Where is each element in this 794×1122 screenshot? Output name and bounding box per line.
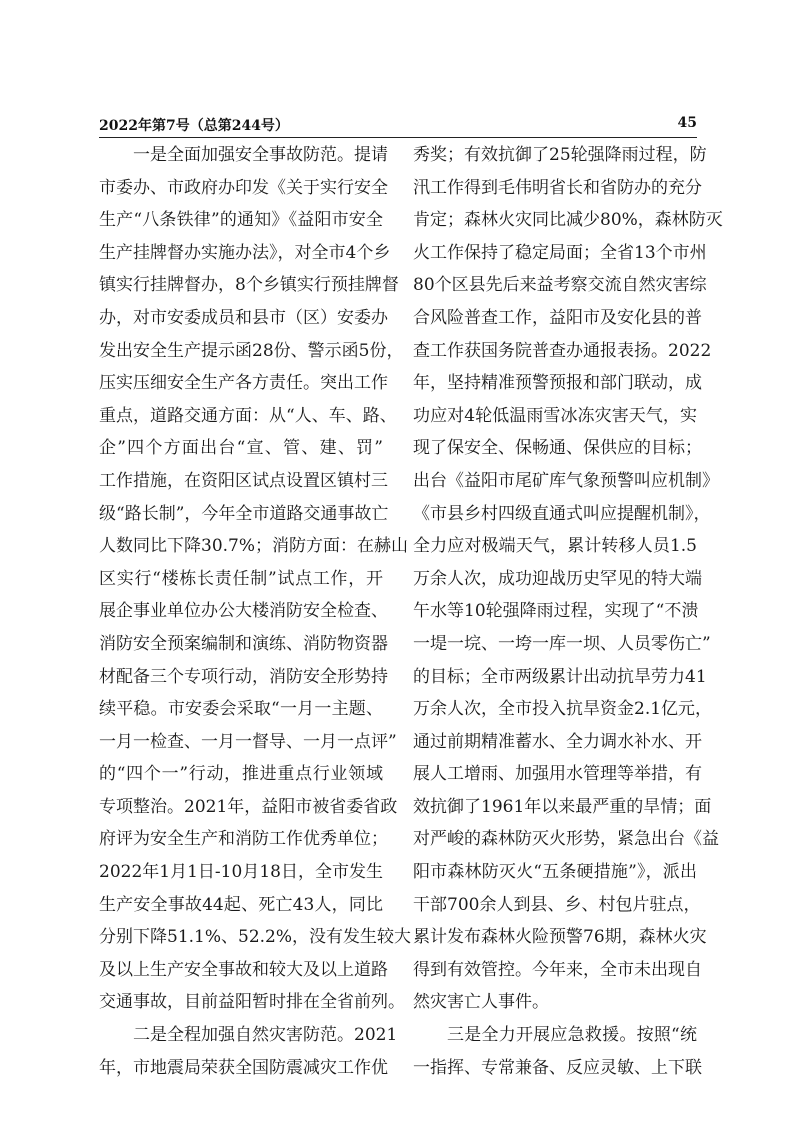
- text-line: 一是全面加强安全事故防范。提请: [133, 145, 388, 165]
- text-line: 全力应对极端天气，累计转移人员1.5: [413, 536, 697, 557]
- text-line: 现了保安全、保畅通、保供应的目标；: [413, 438, 702, 459]
- text-line: 年，坚持精准预警预报和部门联动，成: [413, 373, 702, 394]
- text-line: 80个区县先后来益考察交流自然灾害综: [413, 275, 707, 296]
- text-line: 续平稳。市安委会采取“一月一主题、: [99, 699, 383, 720]
- text-line: 生产“八条铁律”的通知》《益阳市安全: [99, 210, 383, 231]
- text-line: 然灾害亡人事件。: [413, 992, 549, 1013]
- header-rule: [99, 137, 697, 138]
- text-line: 专项整治。2021年，益阳市被省委省政: [99, 796, 398, 817]
- text-line: 合风险普查工作，益阳市及安化县的普: [413, 307, 702, 328]
- text-line: 重点，道路交通方面：从“人、车、路、: [99, 405, 397, 426]
- text-line: 2022年1月1日-10月18日，全市发生: [99, 862, 383, 883]
- text-line: 二是全程加强自然灾害防范。2021: [133, 1025, 398, 1046]
- text-line: 工作措施，在资阳区试点设置区镇村三: [99, 470, 388, 491]
- text-line: 功应对4轮低温雨雪冰冻灾害天气，实: [413, 405, 697, 426]
- text-line: 阳市森林防灭火“五条硬措施”》，派出: [413, 862, 697, 883]
- text-line: 午水等10轮强降雨过程，实现了“不溃: [413, 601, 699, 622]
- text-line: 火工作保持了稳定局面；全省13个市州: [413, 242, 707, 263]
- text-line: 秀奖；有效抗御了25轮强降雨过程，防: [413, 145, 707, 165]
- text-line: 出台《益阳市尾矿库气象预警叫应机制》: [413, 470, 719, 491]
- text-line: 交通事故，目前益阳暂时排在全省前列。: [99, 992, 405, 1013]
- text-line: 肯定；森林火灾同比减少80%，森林防灭: [413, 210, 723, 231]
- text-line: 得到有效管控。今年来，全市未出现自: [413, 959, 702, 980]
- text-line: 的目标；全市两级累计出动抗旱劳力41: [413, 666, 707, 687]
- text-line: 消防安全预案编制和演练、消防物资器: [99, 633, 388, 654]
- text-line: 材配备三个专项行动，消防安全形势持: [99, 666, 388, 687]
- text-line: 发出安全生产提示函28份、警示函5份，: [99, 340, 404, 361]
- text-line: 办，对市安委成员和县市（区）安委办: [99, 307, 388, 328]
- text-line: 年，市地震局荣获全国防震减灾工作优: [99, 1057, 388, 1078]
- text-line: 查工作获国务院普查办通报表扬。2022: [413, 340, 712, 361]
- text-line: 效抗御了1961年以来最严重的旱情；面: [413, 796, 712, 817]
- left-column: [99, 139, 412, 1084]
- text-line: 万余人次，全市投入抗旱资金2.1亿元，: [413, 699, 713, 720]
- text-line: 区实行“楼栋长责任制”试点工作，开: [99, 568, 383, 589]
- text-line: 一堤一垸、一垮一库一坝、人员零伤亡”: [413, 633, 711, 654]
- text-line: 通过前期精准蓄水、全力调水补水、开: [413, 731, 702, 752]
- text-line: 干部700余人到县、乡、村包片驻点，: [413, 894, 701, 915]
- text-line: 的“四个一”行动，推进重点行业领域: [99, 764, 383, 785]
- text-line: 府评为安全生产和消防工作优秀单位；: [99, 829, 388, 850]
- right-column: [413, 139, 723, 1084]
- text-line: 万余人次，成功迎战历史罕见的特大端: [413, 568, 702, 589]
- text-line: 镇实行挂牌督办，8个乡镇实行预挂牌督: [99, 275, 399, 296]
- text-line: 人数同比下降30.7%；消防方面：在赫山: [99, 536, 409, 557]
- text-line: 生产挂牌督办实施办法》，对全市4个乡: [99, 242, 391, 263]
- text-line: 汛工作得到毛伟明省长和省防办的充分: [413, 177, 702, 198]
- text-line: 及以上生产安全事故和较大及以上道路: [99, 959, 388, 980]
- text-line: 展人工增雨、加强用水管理等举措，有: [413, 764, 702, 785]
- text-line: 压实压细安全生产各方责任。突出工作: [99, 373, 388, 394]
- text-line: 对严峻的森林防灭火形势，紧急出台《益: [413, 829, 719, 850]
- text-line: 一指挥、专常兼备、反应灵敏、上下联: [413, 1057, 702, 1078]
- text-line: 《市县乡村四级直通式叫应提醒机制》，: [413, 503, 711, 524]
- text-line: 累计发布森林火险预警76期，森林火灾: [413, 927, 707, 948]
- text-line: 企”四个方面出台“宣、管、建、罚”: [99, 438, 383, 459]
- text-line: 分别下降51.1%、52.2%，没有发生较大: [99, 927, 412, 948]
- page-number: 45: [677, 115, 697, 131]
- text-line: 展企事业单位办公大楼消防安全检查、: [99, 601, 388, 622]
- text-line: 级“路长制”，今年全市道路交通事故亡: [99, 503, 389, 524]
- text-line: 市委办、市政府办印发《关于实行安全: [99, 177, 388, 198]
- page-header: [99, 115, 697, 137]
- text-line: 三是全力开展应急救援。按照“统: [447, 1025, 697, 1046]
- issue-label: 2022年第7号（总第244号）: [99, 118, 289, 134]
- text-line: 生产安全事故44起、死亡43人，同比: [99, 894, 383, 915]
- text-line: 一月一检查、一月一督导、一月一点评”: [99, 731, 397, 752]
